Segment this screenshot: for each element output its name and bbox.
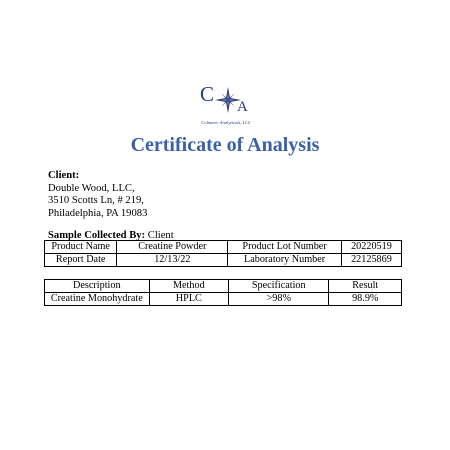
table-cell: Creatine Monohydrate — [45, 293, 150, 306]
sample-label: Sample Collected By: — [48, 230, 146, 241]
table-row — [45, 293, 402, 306]
logo-letter-c: C — [200, 82, 215, 106]
sample-value: Client — [147, 230, 174, 241]
product-info-table — [44, 240, 402, 267]
client-block — [48, 170, 147, 220]
logo-company-name: Colmaric Analyticals, LLC — [201, 120, 251, 125]
table-row — [45, 241, 402, 254]
table-header-cell: Specification — [229, 280, 329, 293]
document-title: Certificate of Analysis — [130, 134, 320, 156]
table-header-cell: Method — [149, 280, 228, 293]
table-cell: HPLC — [149, 293, 228, 306]
table-cell: 22125869 — [341, 254, 401, 267]
table-cell: Product Lot Number — [228, 241, 342, 254]
table-header-row — [45, 280, 402, 293]
table-header-cell: Description — [45, 280, 150, 293]
table-header-cell: Result — [329, 280, 402, 293]
client-address-line2: Philadelphia, PA 19083 — [48, 207, 148, 219]
company-logo — [190, 84, 262, 132]
client-name: Double Wood, LLC, — [48, 182, 135, 194]
table-cell: 12/13/22 — [117, 254, 228, 267]
table-cell: 98.9% — [329, 293, 402, 306]
table-cell: Report Date — [45, 254, 117, 267]
table-cell: Creatine Powder — [117, 241, 228, 254]
table-cell: Laboratory Number — [228, 254, 342, 267]
client-address-line1: 3510 Scotts Ln, # 219, — [48, 195, 144, 206]
table-cell: 20220519 — [341, 241, 401, 254]
logo-letter-a: A — [237, 99, 248, 115]
results-table — [44, 279, 402, 306]
client-label: Client: — [48, 170, 80, 181]
table-cell: Product Name — [45, 241, 117, 254]
table-cell: >98% — [229, 293, 329, 306]
table-row — [45, 254, 402, 267]
